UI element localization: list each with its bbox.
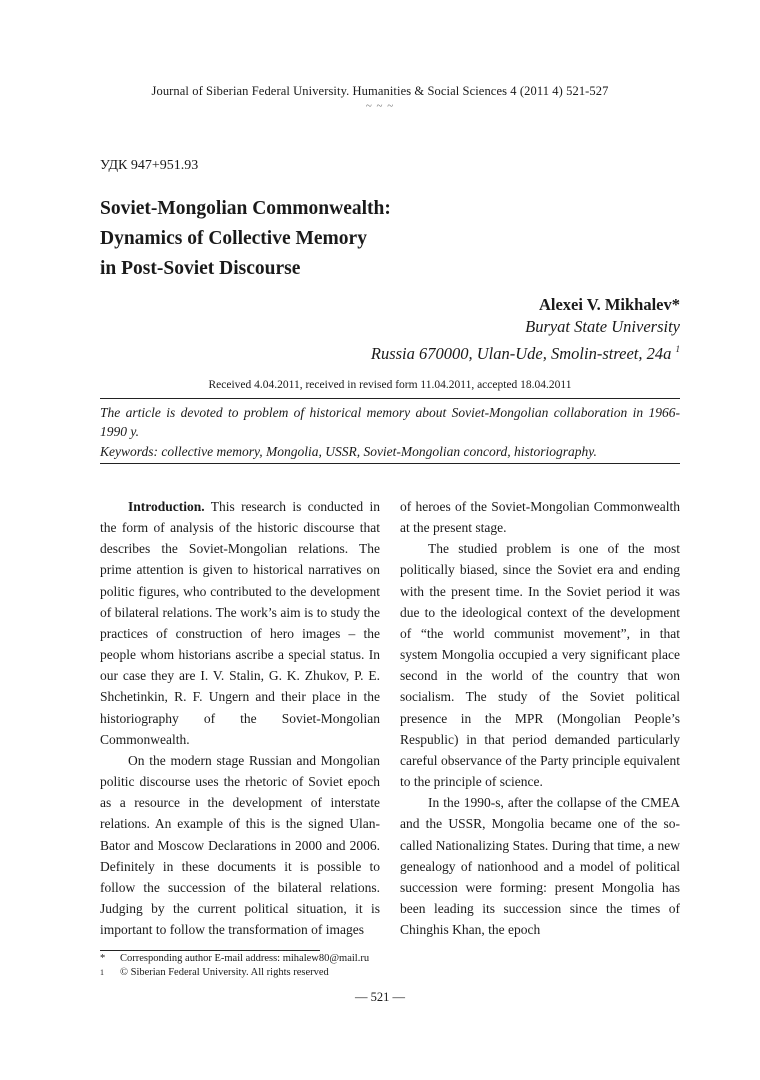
- footnote-rule: [100, 950, 320, 951]
- abstract-top-rule: [100, 398, 680, 399]
- body-paragraph: of heroes of the Soviet-Mongolian Commonwealth at the present stage.: [400, 499, 680, 536]
- page-number: — 521 —: [355, 990, 405, 1004]
- body-column-left: [100, 496, 380, 940]
- footnote-mark: 1: [100, 968, 104, 977]
- title-line: Dynamics of Collective Memory: [100, 228, 367, 249]
- intro-text: This research is conducted in the form of analysis of the historic discourse that describes the Soviet-Mongolian relations. The prime attention is given to historical narratives on politic figures, who contributed to the development of bilateral relations. The work’s aim is to study the practices of construction of hero images – the people whom historians ascribe a special status. In our case they are I. V. Stalin, G. K. Zhukov, P. E. Shchetinkin, R. F. Ungern and their place in the historiography of the Soviet-Mongolian Commonwealth.: [100, 499, 380, 747]
- author-name: Alexei V. Mikhalev*: [538, 295, 680, 314]
- footnote: [100, 952, 500, 966]
- intro-lead: Introduction.: [128, 499, 205, 514]
- title-line: in Post-Soviet Discourse: [100, 258, 301, 279]
- abstract-bottom-rule: [100, 463, 680, 464]
- title-line: Soviet-Mongolian Commonwealth:: [100, 198, 391, 219]
- body-column-right: [400, 496, 680, 940]
- header-ornament: ~ ~ ~: [365, 100, 395, 112]
- body-paragraph: The studied problem is one of the most politically biased, since the Soviet era and ending with the present time. In the Soviet period it was due to the ideological context of the development of “the world communist movement”, in that system Mongolia occupied a very significant place second in the world of the country that won socialism. The study of the Soviet political presence in the MPR (Mongolian People’s Respublic) in that period demanded particularly careful observance of the Party principle equivalent to the principle of science.: [400, 541, 680, 790]
- received-dates: Received 4.04.2011, received in revised form 11.04.2011, accepted 18.04.2011: [208, 379, 572, 391]
- author-address: Russia 670000, Ulan-Ude, Smolin-street, 24a: [370, 344, 672, 363]
- article-title: [100, 194, 660, 284]
- journal-header: Journal of Siberian Federal University. Humanities & Social Sciences 4 (2011 4) 521-527: [151, 84, 609, 98]
- author-address-line: [371, 338, 680, 365]
- body-paragraph: [100, 496, 380, 750]
- keywords: Keywords: collective memory, Mongolia, USSR, Soviet-Mongolian concord, historiography.: [100, 444, 597, 459]
- author-block: [371, 294, 680, 365]
- footnotes: [100, 952, 500, 980]
- abstract: The article is devoted to problem of historical memory about Soviet-Mongolian collaboration in 1966-1990 y.: [100, 405, 680, 439]
- footnote: [100, 966, 500, 980]
- footnote-text: © Siberian Federal University. All rights reserved: [120, 967, 329, 978]
- body-paragraph: On the modern stage Russian and Mongolian politic discourse uses the rhetoric of Soviet epoch as a resource in the development of interstate relations. An example of this is the signed Ulan-Bator and Moscow Declarations in 2000 and 2006. Definitely in these documents it is possible to follow the succession of the bilateral relations. Judging by the current political situation, it is important to follow the transformation of images: [100, 752, 380, 938]
- address-footnote-mark: 1: [675, 344, 680, 354]
- footnote-mark: *: [100, 953, 106, 964]
- body-paragraph: In the 1990-s, after the collapse of the CMEA and the USSR, Mongolia became one of the so-called Nationalizing States. During that time, a new genealogy of nationhood and a model of political succession were forming: present Mongolia has been leading its succession since the times of Chinghis Khan, the epoch: [400, 795, 680, 938]
- author-affiliation: Buryat State University: [525, 317, 680, 336]
- udk-code: УДК 947+951.93: [100, 158, 199, 173]
- footnote-text: Corresponding author E-mail address: mihalew80@mail.ru: [120, 953, 370, 964]
